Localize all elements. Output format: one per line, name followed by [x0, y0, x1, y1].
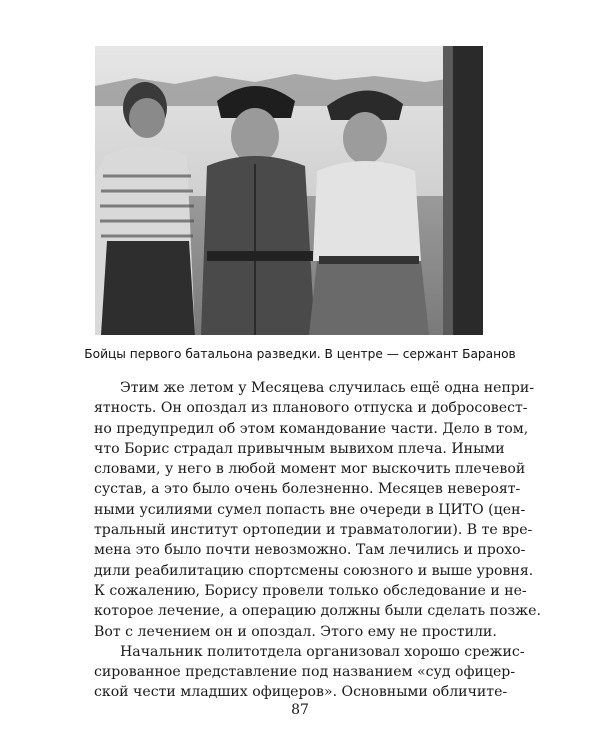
- text-line: сустав, а это было очень болезненно. Месяцев невероят-: [94, 481, 521, 498]
- text-line: Начальник политотдела организовал хорошо срежис-: [120, 643, 525, 660]
- page-number: 87: [291, 702, 309, 718]
- text-line: Этим же летом у Месяцева случилась ещё одна непри-: [120, 380, 535, 396]
- text-line: Вот с лечением он и опоздал. Этого ему не простили.: [94, 623, 497, 640]
- text-line: что Борис страдал привычным вывихом плеча. Иными: [94, 440, 505, 457]
- soldiers-photo-image: [95, 46, 483, 335]
- text-line: мена это было почти невозможно. Там лечились и прохо-: [94, 542, 526, 559]
- text-line: ятность. Он опоздал из планового отпуска и добросовест-: [94, 400, 528, 417]
- text-line: дили реабилитацию спортсмены союзного и выше уровня.: [94, 562, 534, 579]
- text-line: ными усилиями сумел попасть вне очереди в ЦИТО (цен-: [94, 501, 526, 518]
- text-line: ской чести младших офицеров». Основными обличите-: [94, 684, 508, 701]
- text-line: тральный институт ортопедии и травматологии). В те вре-: [94, 522, 533, 539]
- body-text: [94, 378, 541, 703]
- photo-three-soldiers: [95, 46, 483, 335]
- text-line: словами, у него в любой момент мог выскочить плечевой: [94, 461, 526, 478]
- photo-caption: Бойцы первого батальона разведки. В центре — сержант Баранов: [84, 347, 516, 361]
- text-line: которое лечение, а операцию должны были сделать позже.: [94, 603, 541, 620]
- text-line: но предупредил об этом командование части. Дело в том,: [94, 420, 529, 437]
- text-line: сированное представление под названием «суд офицер-: [94, 664, 516, 681]
- text-line: К сожалению, Борису провели только обследование и не-: [94, 582, 527, 599]
